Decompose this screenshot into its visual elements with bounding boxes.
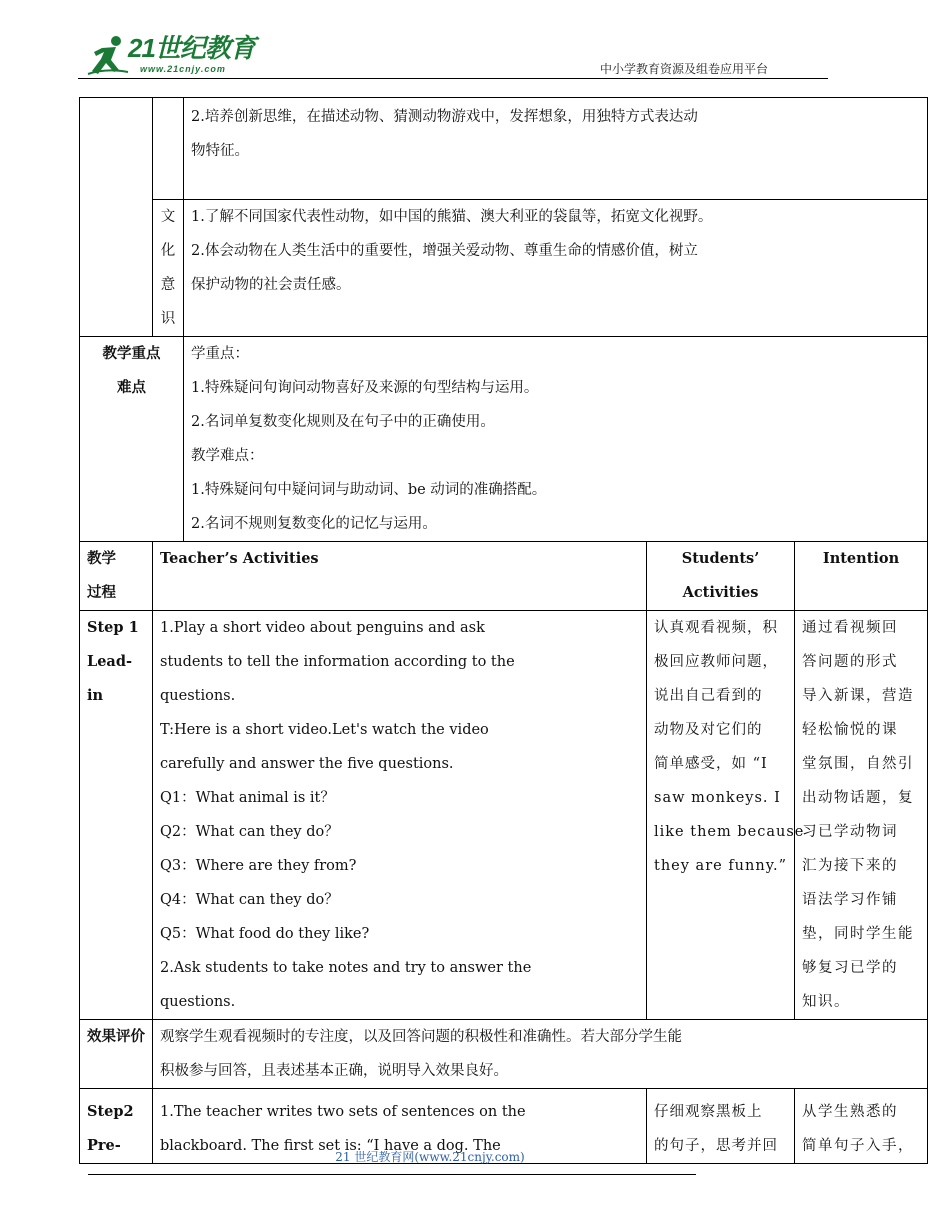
step2-name: Step2 Pre-	[80, 1089, 153, 1164]
process-header-row	[80, 542, 928, 611]
step2-student-activities: 仔细观察黑板上 的句子，思考并回	[647, 1089, 795, 1164]
site-logo[interactable]	[86, 34, 256, 78]
innovation-text: 2.培养创新思维，在描述动物、猜测动物游戏中，发挥想象，用独特方式表达动 物特征。	[184, 98, 928, 200]
goal-culture-row	[80, 200, 928, 337]
step2-teacher-activities: 1.The teacher writes two sets of sentences on the blackboard. The first set is: “I have a dog. The	[153, 1089, 647, 1164]
goals-outer-cell	[80, 98, 153, 337]
students-activities-header: Students’ Activities	[647, 542, 795, 611]
key-points-label: 教学重点 难点	[80, 337, 184, 542]
step1-teacher-activities: 1.Play a short video about penguins and ask students to tell the information according to the questions. T:Here is a short video.Let's watch the video carefully and answer the five questions. Q1：What animal is it？ Q2：What can they do？ Q3：Where are they from? Q4：What can they do？ Q5：What food do they like? 2.Ask students to take notes and try to answer the questions.	[153, 611, 647, 1020]
step1-name: Step 1 Lead-in	[80, 611, 153, 1020]
footer-link[interactable]: 21 世纪教育网(www.21cnjy.com)	[335, 1150, 525, 1164]
header-divider	[78, 78, 828, 79]
footer-divider	[88, 1174, 696, 1175]
culture-text: 1.了解不同国家代表性动物，如中国的熊猫、澳大利亚的袋鼠等，拓宽文化视野。 2.体会动物在人类生活中的重要性，增强关爱动物、尊重生命的情感价值，树立 保护动物的社会责任感。	[184, 200, 928, 337]
step2-intention: 从学生熟悉的 简单句子入手，	[795, 1089, 928, 1164]
step1-intention: 通过看视频回 答问题的形式 导入新课，营造 轻松愉悦的课 堂氛围，自然引 出动物话题，复 习已学动物词 汇为接下来的 语法学习作铺 垫，同时学生能 够复习已学的 知识。	[795, 611, 928, 1020]
learning-points-title: 学重点：	[191, 346, 249, 362]
evaluation-row	[80, 1020, 928, 1089]
key-points-row	[80, 337, 928, 542]
intention-header: Intention	[795, 542, 928, 611]
evaluation-label: 效果评价	[80, 1020, 153, 1089]
step1-student-activities: 认真观看视频，积 极回应教师问题， 说出自己看到的 动物及对它们的 简单感受，如 “I saw monkeys. I like them because they are funny.”	[647, 611, 795, 1020]
key-points-content: 学重点： 1.特殊疑问句询问动物喜好及来源的句型结构与运用。 2.名词单复数变化规则及在句子中的正确使用。 教学难点： 1.特殊疑问句中疑问词与助动词、be 动词的准确搭配。 2.名词不规则复数变化的记忆与运用。	[184, 337, 928, 542]
runner-logo-icon	[86, 34, 130, 78]
step1-row	[80, 611, 928, 1020]
logo-text: 21世纪教育	[128, 33, 255, 63]
culture-label: 文化 意识	[153, 200, 184, 337]
logo-url: www.21cnjy.com	[140, 64, 226, 74]
platform-name: 中小学教育资源及组卷应用平台	[599, 62, 768, 76]
evaluation-text: 观察学生观看视频时的专注度，以及回答问题的积极性和准确性。若大部分学生能 积极参与回答，且表述基本正确，说明导入效果良好。	[153, 1020, 928, 1089]
lesson-plan-table	[79, 97, 928, 1164]
page-header	[78, 30, 828, 80]
goal-innovation-row	[80, 98, 928, 200]
process-label: 教学 过程	[80, 542, 153, 611]
goals-label-cell-empty	[153, 98, 184, 200]
teacher-activities-header: Teacher’s Activities	[153, 542, 647, 611]
teaching-difficulties-title: 教学难点：	[191, 448, 264, 464]
